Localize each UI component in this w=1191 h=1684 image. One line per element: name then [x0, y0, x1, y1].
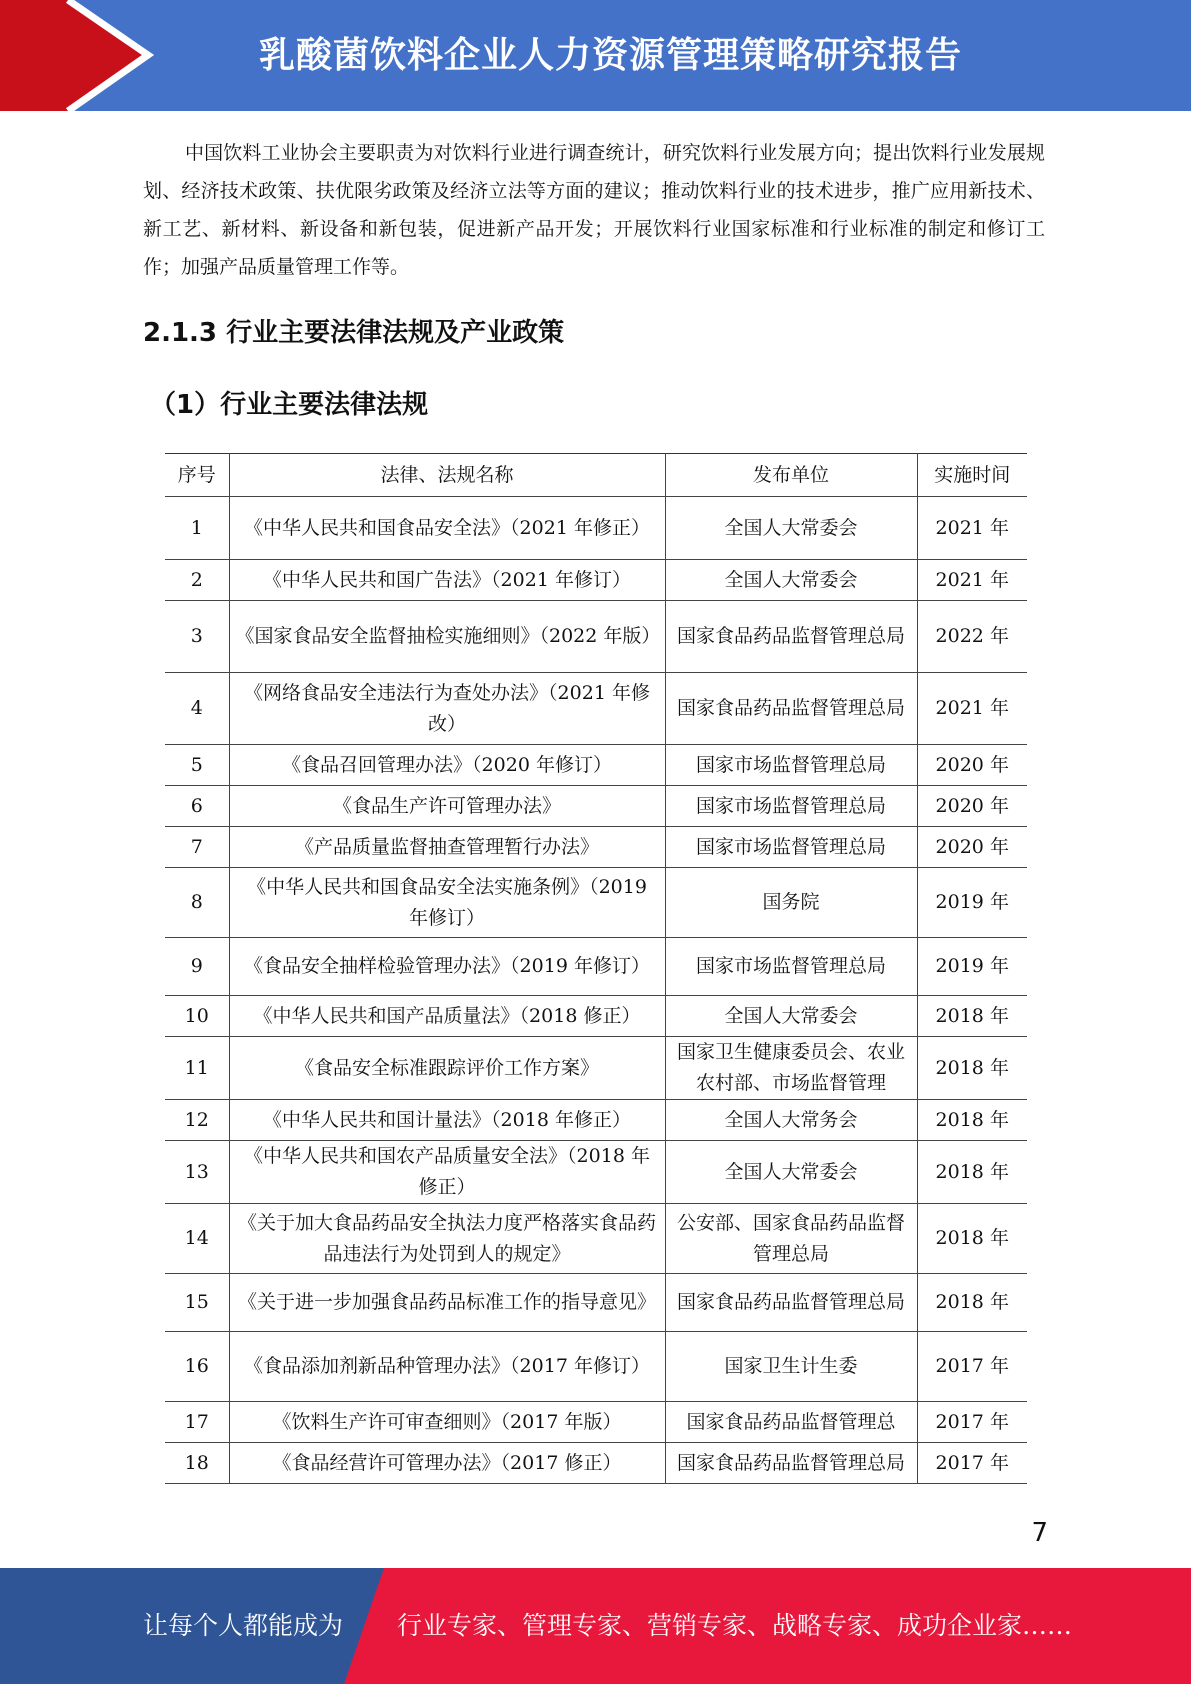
row-issuer: 全国人大常委会	[665, 1141, 917, 1204]
row-index: 9	[165, 938, 229, 996]
row-issuer: 国家食品药品监督管理总	[665, 1402, 917, 1443]
row-effective-date: 2018 年	[917, 1100, 1027, 1141]
table-row	[165, 1443, 1027, 1484]
row-issuer: 国家市场监督管理总局	[665, 938, 917, 996]
row-index: 12	[165, 1100, 229, 1141]
row-issuer: 国家食品药品监督管理总局	[665, 601, 917, 673]
row-effective-date: 2021 年	[917, 560, 1027, 601]
row-effective-date: 2017 年	[917, 1402, 1027, 1443]
row-issuer: 国家市场监督管理总局	[665, 786, 917, 827]
table-row	[165, 1037, 1027, 1100]
table-row	[165, 601, 1027, 673]
row-index: 4	[165, 673, 229, 745]
row-index: 8	[165, 868, 229, 938]
row-index: 7	[165, 827, 229, 868]
table-row	[165, 1402, 1027, 1443]
table-row	[165, 673, 1027, 745]
row-index: 6	[165, 786, 229, 827]
row-law-name: 《中华人民共和国食品安全法》（2021 年修正）	[229, 497, 665, 560]
row-effective-date: 2018 年	[917, 996, 1027, 1037]
row-effective-date: 2018 年	[917, 1037, 1027, 1100]
row-effective-date: 2021 年	[917, 673, 1027, 745]
row-effective-date: 2018 年	[917, 1204, 1027, 1274]
row-issuer: 国家市场监督管理总局	[665, 827, 917, 868]
header-effective-date: 实施时间	[917, 454, 1027, 497]
row-index: 15	[165, 1274, 229, 1332]
row-issuer: 公安部、国家食品药品监督管理总局	[665, 1204, 917, 1274]
row-issuer: 国家卫生健康委员会、农业农村部、市场监督管理	[665, 1037, 917, 1100]
table-row	[165, 996, 1027, 1037]
row-index: 17	[165, 1402, 229, 1443]
row-effective-date: 2019 年	[917, 868, 1027, 938]
page-number: 7	[1031, 1518, 1048, 1548]
row-law-name: 《中华人民共和国农产品质量安全法》（2018 年修正）	[229, 1141, 665, 1204]
table-row	[165, 1274, 1027, 1332]
row-effective-date: 2020 年	[917, 786, 1027, 827]
footer-slogan-right: 行业专家、管理专家、营销专家、战略专家、成功企业家……	[397, 1611, 1073, 1640]
table-row	[165, 827, 1027, 868]
table-row	[165, 560, 1027, 601]
header-issuer: 发布单位	[665, 454, 917, 497]
section-heading: 2.1.3 行业主要法律法规及产业政策	[143, 318, 565, 348]
table-header-row	[165, 454, 1027, 497]
header-index: 序号	[165, 454, 229, 497]
row-law-name: 《网络食品安全违法行为查处办法》（2021 年修改）	[229, 673, 665, 745]
row-effective-date: 2021 年	[917, 497, 1027, 560]
row-effective-date: 2017 年	[917, 1443, 1027, 1484]
row-index: 14	[165, 1204, 229, 1274]
row-issuer: 国家市场监督管理总局	[665, 745, 917, 786]
row-law-name: 《中华人民共和国食品安全法实施条例》（2019 年修订）	[229, 868, 665, 938]
row-law-name: 《食品召回管理办法》（2020 年修订）	[229, 745, 665, 786]
row-issuer: 国家食品药品监督管理总局	[665, 1274, 917, 1332]
table-row	[165, 497, 1027, 560]
row-index: 1	[165, 497, 229, 560]
table-row	[165, 745, 1027, 786]
table-row	[165, 1141, 1027, 1204]
row-law-name: 《食品安全标准跟踪评价工作方案》	[229, 1037, 665, 1100]
row-law-name: 《中华人民共和国广告法》（2021 年修订）	[229, 560, 665, 601]
row-law-name: 《中华人民共和国计量法》（2018 年修正）	[229, 1100, 665, 1141]
row-effective-date: 2017 年	[917, 1332, 1027, 1402]
row-index: 10	[165, 996, 229, 1037]
row-issuer: 全国人大常委会	[665, 560, 917, 601]
subsection-heading: （1）行业主要法律法规	[150, 390, 429, 420]
row-law-name: 《饮料生产许可审查细则》（2017 年版）	[229, 1402, 665, 1443]
row-index: 3	[165, 601, 229, 673]
row-effective-date: 2018 年	[917, 1141, 1027, 1204]
row-effective-date: 2020 年	[917, 745, 1027, 786]
header-law-name: 法律、法规名称	[229, 454, 665, 497]
row-index: 5	[165, 745, 229, 786]
table-row	[165, 868, 1027, 938]
row-issuer: 全国人大常委会	[665, 497, 917, 560]
row-issuer: 全国人大常务会	[665, 1100, 917, 1141]
table-row	[165, 938, 1027, 996]
row-law-name: 《食品经营许可管理办法》（2017 修正）	[229, 1443, 665, 1484]
report-title: 乳酸菌饮料企业人力资源管理策略研究报告	[258, 35, 962, 76]
row-index: 2	[165, 560, 229, 601]
page-header	[0, 0, 1191, 111]
table-row	[165, 1100, 1027, 1141]
table-row	[165, 786, 1027, 827]
intro-paragraph: 中国饮料工业协会主要职责为对饮料行业进行调查统计，研究饮料行业发展方向；提出饮料行业发展规划、经济技术政策、扶优限劣政策及经济立法等方面的建议；推动饮料行业的技术进步，推广应用新技术、新工艺、新材料、新设备和新包装，促进新产品开发；开展饮料行业国家标准和行业标准的制定和修订工作；加强产品质量管理工作等。	[143, 142, 1045, 278]
row-index: 16	[165, 1332, 229, 1402]
row-issuer: 国家食品药品监督管理总局	[665, 673, 917, 745]
laws-table-container	[165, 453, 1027, 1474]
table-row	[165, 1332, 1027, 1402]
row-effective-date: 2018 年	[917, 1274, 1027, 1332]
row-issuer: 国家食品药品监督管理总局	[665, 1443, 917, 1484]
row-index: 11	[165, 1037, 229, 1100]
row-issuer: 国家卫生计生委	[665, 1332, 917, 1402]
row-law-name: 《产品质量监督抽查管理暂行办法》	[229, 827, 665, 868]
row-index: 13	[165, 1141, 229, 1204]
table-row	[165, 1204, 1027, 1274]
row-law-name: 《中华人民共和国产品质量法》（2018 修正）	[229, 996, 665, 1037]
page-footer	[0, 1568, 1191, 1684]
row-law-name: 《食品安全抽样检验管理办法》（2019 年修订）	[229, 938, 665, 996]
table-body	[165, 497, 1027, 1484]
row-law-name: 《食品生产许可管理办法》	[229, 786, 665, 827]
row-index: 18	[165, 1443, 229, 1484]
row-effective-date: 2020 年	[917, 827, 1027, 868]
row-law-name: 《关于进一步加强食品药品标准工作的指导意见》	[229, 1274, 665, 1332]
row-issuer: 全国人大常委会	[665, 996, 917, 1037]
row-law-name: 《国家食品安全监督抽检实施细则》（2022 年版）	[229, 601, 665, 673]
row-effective-date: 2022 年	[917, 601, 1027, 673]
row-law-name: 《食品添加剂新品种管理办法》（2017 年修订）	[229, 1332, 665, 1402]
laws-table	[165, 453, 1027, 1484]
footer-slogan-left: 让每个人都能成为	[143, 1611, 344, 1640]
row-effective-date: 2019 年	[917, 938, 1027, 996]
row-law-name: 《关于加大食品药品安全执法力度严格落实食品药品违法行为处罚到人的规定》	[229, 1204, 665, 1274]
row-issuer: 国务院	[665, 868, 917, 938]
